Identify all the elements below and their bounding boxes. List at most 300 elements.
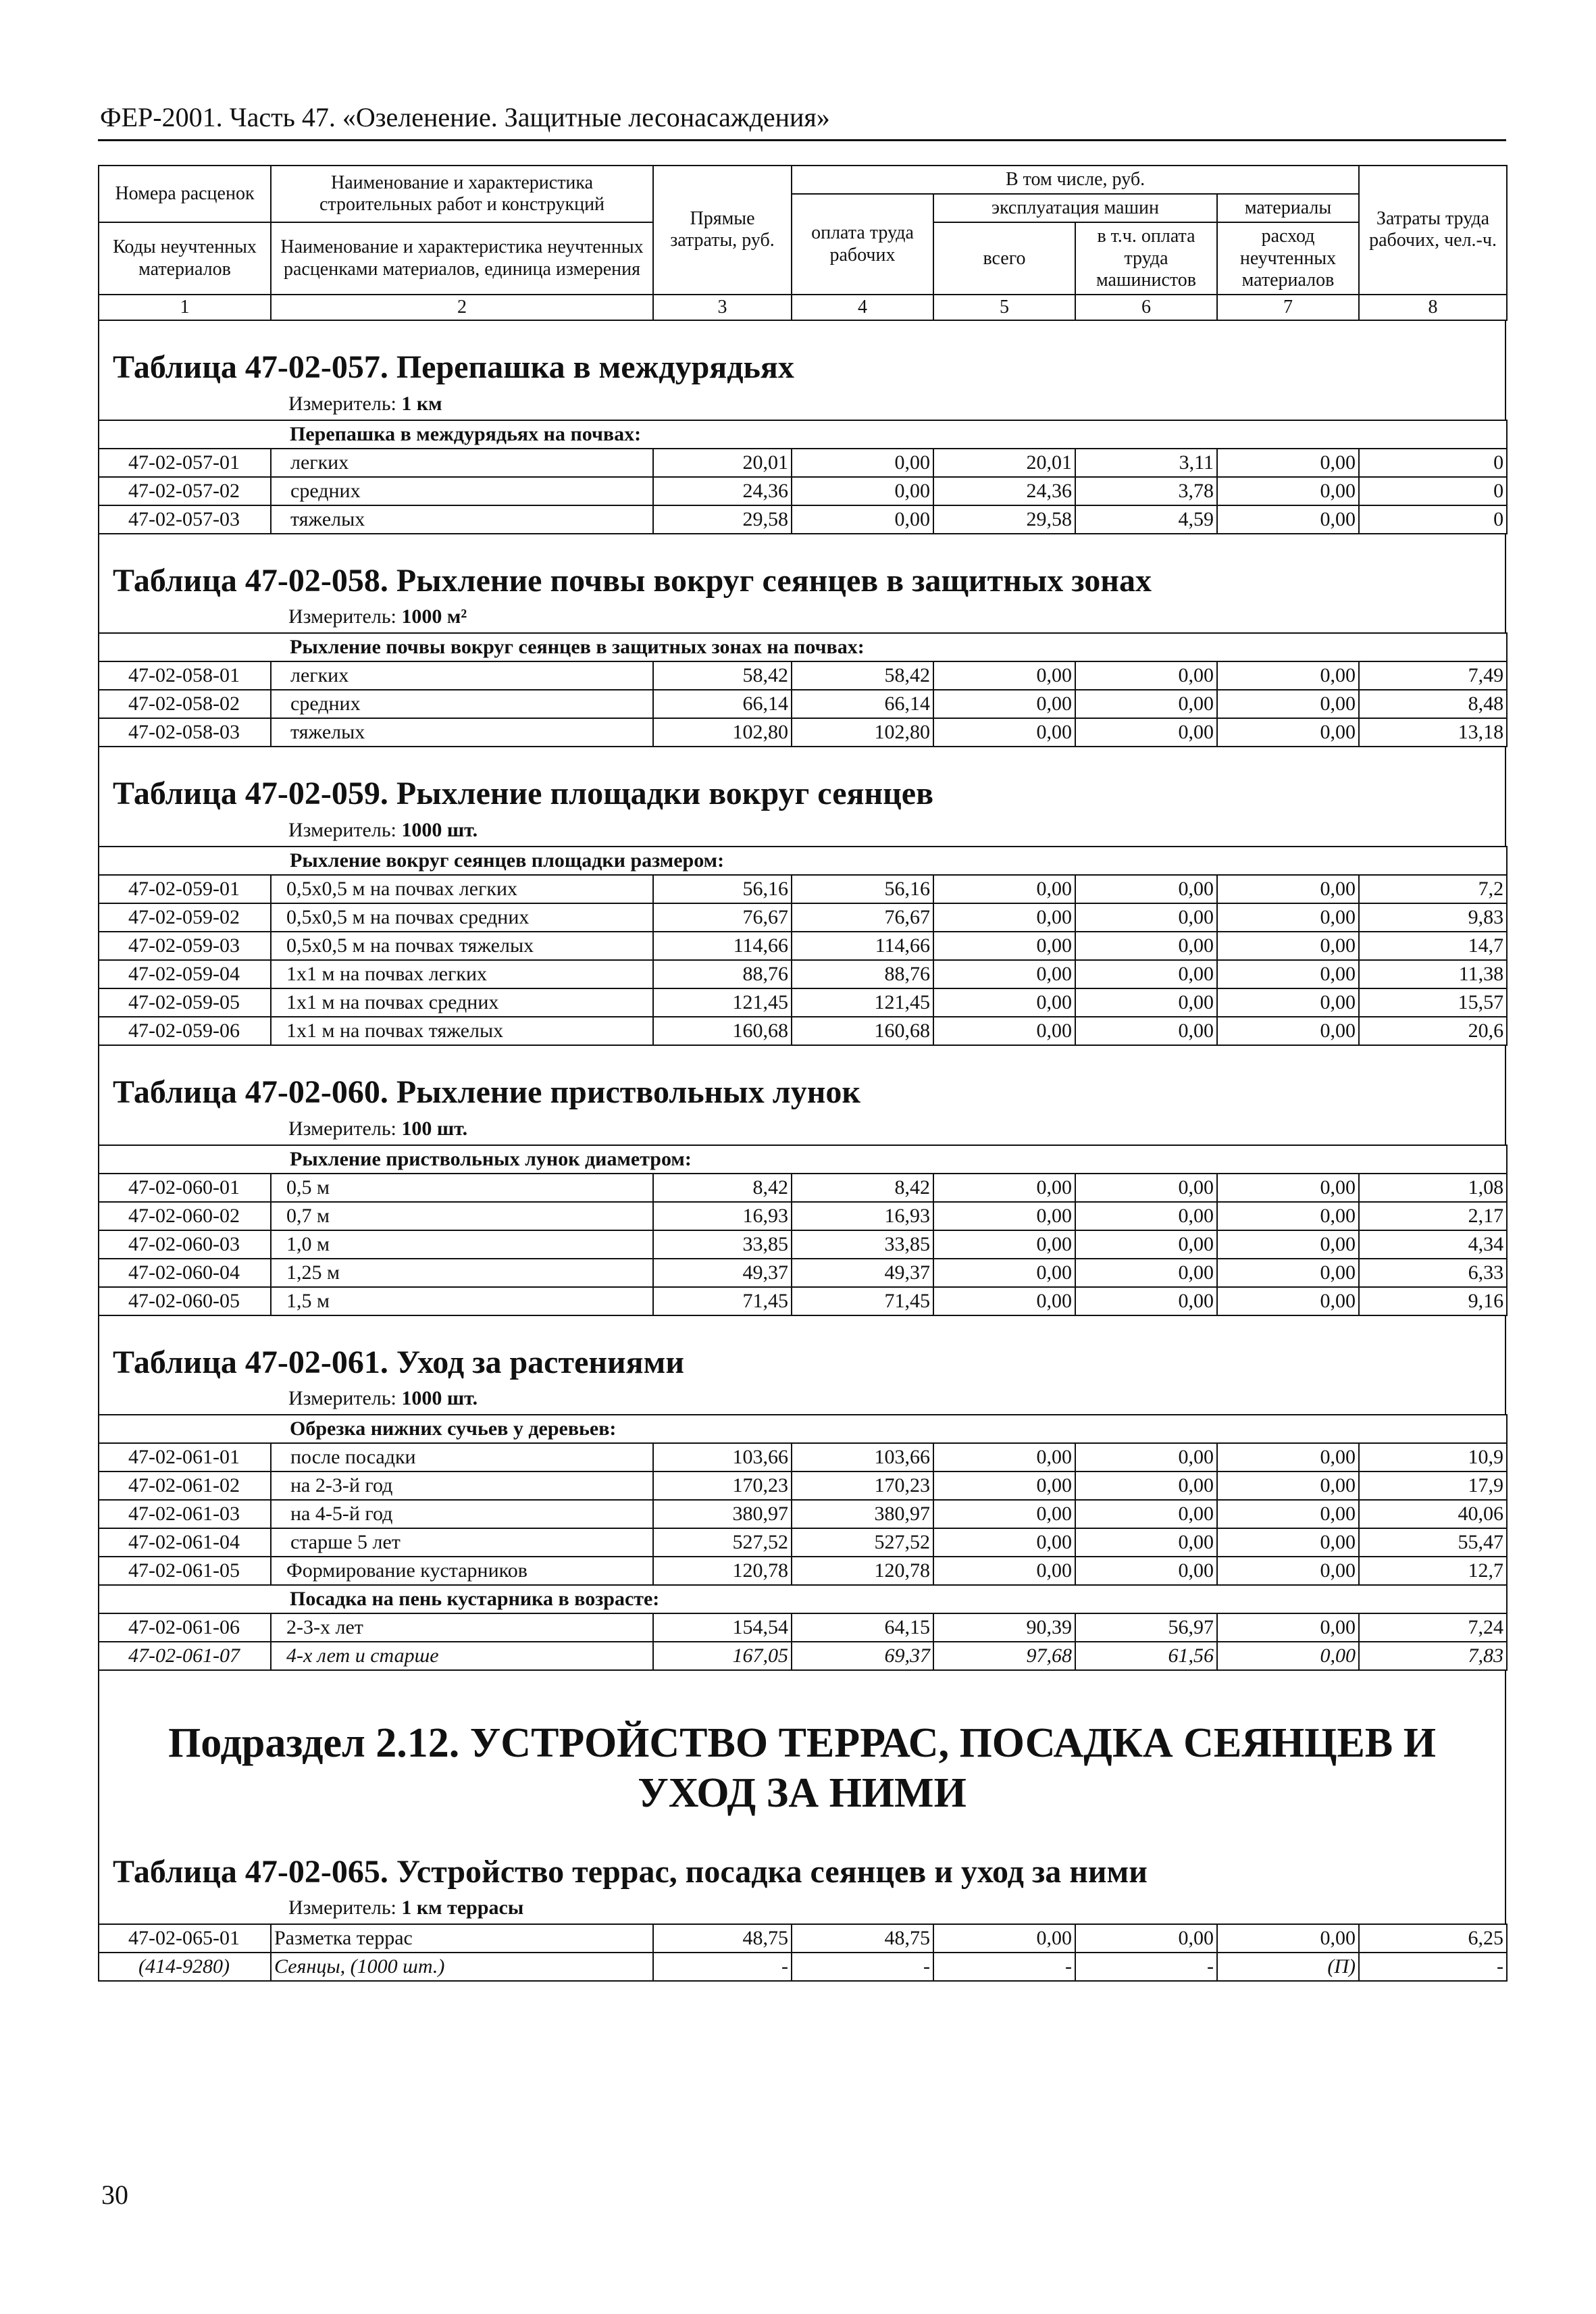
table-row	[99, 1613, 1507, 1642]
subsection-title: Подраздел 2.12. УСТРОЙСТВО ТЕРРАС, ПОСАДКА СЕЯНЦЕВ И УХОД ЗА НИМИ	[168, 1720, 1436, 1817]
cell-value: -	[792, 1953, 933, 1981]
cell-value: 0,00	[1217, 1230, 1359, 1259]
cell-value: 10,9	[1359, 1443, 1507, 1472]
worker-pay-header: оплата труда рабочих	[792, 194, 933, 295]
cell-value: 0,00	[1217, 875, 1359, 903]
cell-value: 15,57	[1359, 988, 1507, 1017]
cell-value: 0,00	[1217, 1613, 1359, 1642]
cell-code: 47-02-061-07	[99, 1642, 271, 1670]
group-heading-row	[99, 420, 1507, 449]
cell-value: 527,52	[792, 1528, 933, 1557]
cell-value: 17,9	[1359, 1472, 1507, 1500]
cell-value: 7,24	[1359, 1613, 1507, 1642]
data-table	[98, 846, 1508, 1046]
cell-value: 40,06	[1359, 1500, 1507, 1528]
table-row	[99, 449, 1507, 477]
cell-value: 0,00	[1075, 1443, 1217, 1472]
cell-value: 49,37	[653, 1259, 792, 1287]
table-row	[99, 903, 1507, 932]
cell-code: 47-02-060-05	[99, 1287, 271, 1315]
cell-value: 0,00	[1075, 988, 1217, 1017]
group-heading: Перепашка в междурядьях на почвах:	[99, 420, 1507, 449]
cell-value: 9,83	[1359, 903, 1507, 932]
cell-value: 0,00	[933, 1287, 1075, 1315]
cell-value: 1,08	[1359, 1174, 1507, 1202]
cell-code: 47-02-059-04	[99, 960, 271, 988]
cell-value: 0,00	[1217, 505, 1359, 534]
cell-code: 47-02-059-05	[99, 988, 271, 1017]
cell-value: 0,00	[1075, 875, 1217, 903]
measure-label: Измеритель:	[288, 1896, 396, 1919]
table-row	[99, 1500, 1507, 1528]
measure-line	[99, 1891, 1505, 1923]
cell-code: 47-02-061-05	[99, 1557, 271, 1585]
measure-line	[99, 813, 1505, 846]
cell-value: 20,01	[933, 449, 1075, 477]
direct-costs-header: Прямые затраты, руб.	[653, 166, 792, 295]
table-row	[99, 1472, 1507, 1500]
cell-code: 47-02-060-01	[99, 1174, 271, 1202]
cell-value: 0,00	[933, 1557, 1075, 1585]
table-row	[99, 1017, 1507, 1045]
column-number: 5	[933, 295, 1075, 320]
cell-value: 0,00	[1217, 932, 1359, 960]
column-number: 3	[653, 295, 792, 320]
cell-value: 97,68	[933, 1642, 1075, 1670]
cell-value: 120,78	[792, 1557, 933, 1585]
column-number: 7	[1217, 295, 1359, 320]
group-heading-row	[99, 1145, 1507, 1174]
cell-value: 0,00	[1217, 661, 1359, 690]
measure-value: 1 км	[401, 392, 442, 415]
cell-value: 114,66	[653, 932, 792, 960]
cell-value: 71,45	[653, 1287, 792, 1315]
tables-container	[98, 321, 1506, 1671]
cell-name: тяжелых	[271, 505, 653, 534]
cell-value: 0,00	[933, 1924, 1075, 1953]
col1-top-header: Номера расценок	[99, 166, 271, 222]
measure-value: 1000 шт.	[401, 818, 478, 841]
cell-value: 0,00	[933, 718, 1075, 747]
cell-value: 0,00	[1217, 718, 1359, 747]
cell-value: 0,00	[1217, 1642, 1359, 1670]
cell-value: 14,7	[1359, 932, 1507, 960]
cell-value: 0,00	[1217, 1259, 1359, 1287]
cell-value: 0,00	[1075, 1202, 1217, 1230]
table-row	[99, 1174, 1507, 1202]
cell-name: на 4-5-й год	[271, 1500, 653, 1528]
cell-value: 0,00	[1217, 690, 1359, 718]
cell-value: 0,00	[1217, 960, 1359, 988]
cell-value: 0,00	[933, 1202, 1075, 1230]
cell-value: 66,14	[653, 690, 792, 718]
table-row	[99, 1259, 1507, 1287]
cell-value: 527,52	[653, 1528, 792, 1557]
cell-value: 0,00	[1217, 1202, 1359, 1230]
cell-name: 1,25 м	[271, 1259, 653, 1287]
table-section	[98, 1316, 1506, 1415]
cell-name: Сеянцы, (1000 шт.)	[271, 1953, 653, 1981]
cell-name: 0,5х0,5 м на почвах средних	[271, 903, 653, 932]
table-row	[99, 988, 1507, 1017]
cell-value: 61,56	[1075, 1642, 1217, 1670]
cell-value: 0,00	[1075, 1500, 1217, 1528]
cell-value: 58,42	[653, 661, 792, 690]
table-section	[98, 321, 1506, 420]
materials-header: материалы	[1217, 194, 1359, 222]
including-header: В том числе, руб.	[792, 166, 1359, 194]
cell-value: 0,00	[1217, 449, 1359, 477]
measure-label: Измеритель:	[288, 1117, 396, 1140]
cell-value: 0,00	[1217, 1924, 1359, 1953]
cell-value: 33,85	[653, 1230, 792, 1259]
cell-value: 0	[1359, 505, 1507, 534]
table-row	[99, 718, 1507, 747]
measure-value: 1 км террасы	[401, 1896, 524, 1919]
measure-line	[99, 1112, 1505, 1145]
machines-header: эксплуатация машин	[933, 194, 1217, 222]
cell-value: 16,93	[792, 1202, 933, 1230]
cell-name: тяжелых	[271, 718, 653, 747]
table-row	[99, 1443, 1507, 1472]
cell-value: 8,48	[1359, 690, 1507, 718]
measure-line	[99, 600, 1505, 632]
cell-value: 0,00	[1075, 1528, 1217, 1557]
cell-value: 114,66	[792, 932, 933, 960]
cell-value: 0,00	[1217, 988, 1359, 1017]
cell-code: 47-02-058-02	[99, 690, 271, 718]
cell-name: 0,7 м	[271, 1202, 653, 1230]
measure-value: 1000 шт.	[401, 1387, 478, 1410]
cell-value: -	[1075, 1953, 1217, 1981]
cell-value: 48,75	[653, 1924, 792, 1953]
machines-total-header: всего	[933, 222, 1075, 295]
cell-code: 47-02-065-01	[99, 1924, 271, 1953]
cell-value: 170,23	[792, 1472, 933, 1500]
cell-value: 0,00	[792, 449, 933, 477]
column-number: 4	[792, 295, 933, 320]
data-table	[98, 1414, 1508, 1671]
group-heading-row	[99, 1585, 1507, 1613]
cell-value: 0,00	[1075, 661, 1217, 690]
table-row	[99, 1924, 1507, 1953]
cell-value: 90,39	[933, 1613, 1075, 1642]
measure-label: Измеритель:	[288, 818, 396, 841]
cell-value: 0,00	[1075, 1472, 1217, 1500]
table-section	[98, 747, 1506, 846]
col2-top-header: Наименование и характеристика строительных работ и конструкций	[271, 166, 653, 222]
cell-value: 24,36	[653, 477, 792, 505]
cell-value: 0,00	[1217, 903, 1359, 932]
column-number: 2	[271, 295, 653, 320]
cell-value: 29,58	[653, 505, 792, 534]
cell-value: 0,00	[1217, 1500, 1359, 1528]
table-title: Таблица 47-02-059. Рыхление площадки вокруг сеянцев	[113, 776, 933, 812]
table-title: Таблица 47-02-065. Устройство террас, посадка сеянцев и уход за ними	[113, 1853, 1148, 1890]
cell-code: 47-02-061-03	[99, 1500, 271, 1528]
cell-code: 47-02-059-06	[99, 1017, 271, 1045]
cell-value: 0,00	[1075, 1287, 1217, 1315]
cell-value: 0,00	[1075, 1557, 1217, 1585]
table-row	[99, 505, 1507, 534]
cell-value: 0,00	[1075, 960, 1217, 988]
cell-code: 47-02-061-06	[99, 1613, 271, 1642]
table-row	[99, 1557, 1507, 1585]
table-title: Таблица 47-02-061. Уход за растениями	[113, 1344, 684, 1380]
table-row	[99, 960, 1507, 988]
cell-value: 76,67	[792, 903, 933, 932]
cell-code: 47-02-058-03	[99, 718, 271, 747]
measure-label: Измеритель:	[288, 605, 396, 628]
cell-value: 0,00	[933, 960, 1075, 988]
col2-bottom-header: Наименование и характеристика неучтенных расценками материалов, единица измерения	[271, 222, 653, 295]
cell-name: Формирование кустарников	[271, 1557, 653, 1585]
cell-value: 88,76	[653, 960, 792, 988]
table-title: Таблица 47-02-060. Рыхление приствольных лунок	[113, 1074, 861, 1110]
machinist-pay-header: в т.ч. оплата труда машинистов	[1075, 222, 1217, 295]
cell-name: 1х1 м на почвах легких	[271, 960, 653, 988]
cell-value: 0,00	[792, 505, 933, 534]
cell-value: 0,00	[933, 988, 1075, 1017]
group-heading: Обрезка нижних сучьев у деревьев:	[99, 1415, 1507, 1443]
measure-line	[99, 387, 1505, 420]
cell-value: 0,00	[1075, 1017, 1217, 1045]
cell-name: 1х1 м на почвах средних	[271, 988, 653, 1017]
cell-value: 4,59	[1075, 505, 1217, 534]
cell-value: 380,97	[792, 1500, 933, 1528]
cell-value: 13,18	[1359, 718, 1507, 747]
table-row	[99, 1528, 1507, 1557]
cell-value: 0,00	[1217, 1174, 1359, 1202]
cell-value: 9,16	[1359, 1287, 1507, 1315]
cell-value: 380,97	[653, 1500, 792, 1528]
cell-value: 7,2	[1359, 875, 1507, 903]
measure-line	[99, 1382, 1505, 1414]
cell-value: 0,00	[933, 1259, 1075, 1287]
cell-value: 160,68	[792, 1017, 933, 1045]
cell-value: 0,00	[933, 1443, 1075, 1472]
cell-value: 69,37	[792, 1642, 933, 1670]
cell-value: 154,54	[653, 1613, 792, 1642]
data-table	[98, 632, 1508, 747]
cell-value: 7,49	[1359, 661, 1507, 690]
cell-name: после посадки	[271, 1443, 653, 1472]
cell-value: 0,00	[1075, 1174, 1217, 1202]
cell-value: 0,00	[1075, 1924, 1217, 1953]
cell-name: легких	[271, 661, 653, 690]
cell-value: 0,00	[933, 932, 1075, 960]
table-row	[99, 477, 1507, 505]
cell-value: 103,66	[792, 1443, 933, 1472]
table-section	[98, 534, 1506, 633]
cell-value: 0,00	[933, 1472, 1075, 1500]
cell-value: 0,00	[1217, 477, 1359, 505]
cell-value: 20,6	[1359, 1017, 1507, 1045]
table-row	[99, 932, 1507, 960]
cell-value: 3,11	[1075, 449, 1217, 477]
cell-value: 0,00	[933, 1017, 1075, 1045]
cell-value: 12,7	[1359, 1557, 1507, 1585]
cell-code: 47-02-059-03	[99, 932, 271, 960]
cell-value: 121,45	[653, 988, 792, 1017]
page-number: 30	[101, 2180, 128, 2210]
measure-value: 1000 м²	[401, 605, 467, 628]
cell-value: 102,80	[792, 718, 933, 747]
cell-value: 0,00	[933, 903, 1075, 932]
group-heading: Рыхление приствольных лунок диаметром:	[99, 1145, 1507, 1174]
cell-value: 16,93	[653, 1202, 792, 1230]
subsection-block	[98, 1671, 1506, 1923]
table-title: Таблица 47-02-057. Перепашка в междурядьях	[113, 349, 794, 386]
cell-value: 58,42	[792, 661, 933, 690]
cell-value: 120,78	[653, 1557, 792, 1585]
cell-value: 0,00	[792, 477, 933, 505]
cell-value: 64,15	[792, 1613, 933, 1642]
cell-value: 0,00	[933, 690, 1075, 718]
cell-value: 0,00	[933, 1528, 1075, 1557]
cell-code: 47-02-061-04	[99, 1528, 271, 1557]
cell-value: 0,00	[1075, 932, 1217, 960]
cell-code: 47-02-060-03	[99, 1230, 271, 1259]
cell-value: 11,38	[1359, 960, 1507, 988]
cell-value: 0	[1359, 477, 1507, 505]
materials-use-header: расход неучтенных материалов	[1217, 222, 1359, 295]
cell-code: 47-02-057-02	[99, 477, 271, 505]
cell-value: 55,47	[1359, 1528, 1507, 1557]
cell-code: 47-02-058-01	[99, 661, 271, 690]
cell-name: 0,5х0,5 м на почвах легких	[271, 875, 653, 903]
cell-code: (414-9280)	[99, 1953, 271, 1981]
cell-value: -	[933, 1953, 1075, 1981]
cell-code: 47-02-061-01	[99, 1443, 271, 1472]
cell-value: 8,42	[653, 1174, 792, 1202]
group-heading-row	[99, 633, 1507, 661]
cell-name: 1,5 м	[271, 1287, 653, 1315]
cell-value: 6,33	[1359, 1259, 1507, 1287]
cell-value: 0,00	[1075, 1259, 1217, 1287]
table-row	[99, 661, 1507, 690]
cell-value: 0	[1359, 449, 1507, 477]
cell-value: 7,83	[1359, 1642, 1507, 1670]
cell-name: 1,0 м	[271, 1230, 653, 1259]
table-row	[99, 1202, 1507, 1230]
cell-value: 24,36	[933, 477, 1075, 505]
table-row	[99, 690, 1507, 718]
cell-code: 47-02-060-02	[99, 1202, 271, 1230]
measure-label: Измеритель:	[288, 392, 396, 415]
cell-value: (П)	[1217, 1953, 1359, 1981]
cell-value: 4,34	[1359, 1230, 1507, 1259]
cell-code: 47-02-059-01	[99, 875, 271, 903]
cell-value: 0,00	[933, 1230, 1075, 1259]
col1-bottom-header: Коды неучтенных материалов	[99, 222, 271, 295]
table-065	[98, 1923, 1508, 1982]
cell-value: 49,37	[792, 1259, 933, 1287]
cell-value: -	[1359, 1953, 1507, 1981]
cell-value: 102,80	[653, 718, 792, 747]
cell-value: 0,00	[1075, 718, 1217, 747]
column-number: 1	[99, 295, 271, 320]
cell-value: 0,00	[933, 1174, 1075, 1202]
cell-value: 121,45	[792, 988, 933, 1017]
cell-value: 0,00	[1217, 1443, 1359, 1472]
page-header: ФЕР-2001. Часть 47. «Озеленение. Защитные лесонасаждения»	[100, 102, 830, 132]
cell-value: 2,17	[1359, 1202, 1507, 1230]
cell-value: 76,67	[653, 903, 792, 932]
cell-value: 71,45	[792, 1287, 933, 1315]
cell-code: 47-02-061-02	[99, 1472, 271, 1500]
cell-value: 56,16	[653, 875, 792, 903]
cell-value: 0,00	[1075, 690, 1217, 718]
cell-value: 0,00	[1217, 1017, 1359, 1045]
cell-value: 167,05	[653, 1642, 792, 1670]
cell-value: 29,58	[933, 505, 1075, 534]
cell-name: 1х1 м на почвах тяжелых	[271, 1017, 653, 1045]
header-divider	[98, 139, 1506, 141]
measure-value: 100 шт.	[401, 1117, 468, 1140]
cell-code: 47-02-057-01	[99, 449, 271, 477]
cell-value: 66,14	[792, 690, 933, 718]
cell-name: 2-3-х лет	[271, 1613, 653, 1642]
document-frame	[98, 165, 1506, 1982]
cell-value: 0,00	[933, 875, 1075, 903]
cell-value: -	[653, 1953, 792, 1981]
table-row	[99, 1953, 1507, 1981]
cell-name: 4-х лет и старше	[271, 1642, 653, 1670]
cell-name: легких	[271, 449, 653, 477]
cell-value: 6,25	[1359, 1924, 1507, 1953]
table-title: Таблица 47-02-058. Рыхление почвы вокруг сеянцев в защитных зонах	[113, 562, 1152, 599]
cell-value: 160,68	[653, 1017, 792, 1045]
cell-name: средних	[271, 477, 653, 505]
cell-name: Разметка террас	[271, 1924, 653, 1953]
table-row	[99, 1287, 1507, 1315]
group-heading: Рыхление вокруг сеянцев площадки размером:	[99, 847, 1507, 875]
cell-name: средних	[271, 690, 653, 718]
cell-value: 20,01	[653, 449, 792, 477]
cell-value: 8,42	[792, 1174, 933, 1202]
cell-value: 33,85	[792, 1230, 933, 1259]
cell-value: 88,76	[792, 960, 933, 988]
cell-value: 3,78	[1075, 477, 1217, 505]
group-heading: Посадка на пень кустарника в возрасте:	[99, 1585, 1507, 1613]
cell-value: 0,00	[1217, 1557, 1359, 1585]
cell-value: 0,00	[1075, 1230, 1217, 1259]
table-row	[99, 1230, 1507, 1259]
table-row	[99, 875, 1507, 903]
cell-name: старше 5 лет	[271, 1528, 653, 1557]
data-table	[98, 1145, 1508, 1316]
cell-code: 47-02-060-04	[99, 1259, 271, 1287]
table-section	[98, 1046, 1506, 1145]
group-heading: Рыхление почвы вокруг сеянцев в защитных зонах на почвах:	[99, 633, 1507, 661]
data-table	[98, 420, 1508, 534]
cell-value: 0,00	[1217, 1287, 1359, 1315]
cell-name: на 2-3-й год	[271, 1472, 653, 1500]
group-heading-row	[99, 1415, 1507, 1443]
cell-code: 47-02-057-03	[99, 505, 271, 534]
cell-value: 0,00	[1217, 1472, 1359, 1500]
cell-code: 47-02-059-02	[99, 903, 271, 932]
cell-name: 0,5 м	[271, 1174, 653, 1202]
cell-value: 0,00	[933, 1500, 1075, 1528]
labor-header: Затраты труда рабочих, чел.-ч.	[1359, 166, 1507, 295]
column-header-table	[98, 165, 1508, 321]
cell-value: 0,00	[1217, 1528, 1359, 1557]
cell-value: 170,23	[653, 1472, 792, 1500]
cell-name: 0,5х0,5 м на почвах тяжелых	[271, 932, 653, 960]
cell-value: 0,00	[933, 661, 1075, 690]
